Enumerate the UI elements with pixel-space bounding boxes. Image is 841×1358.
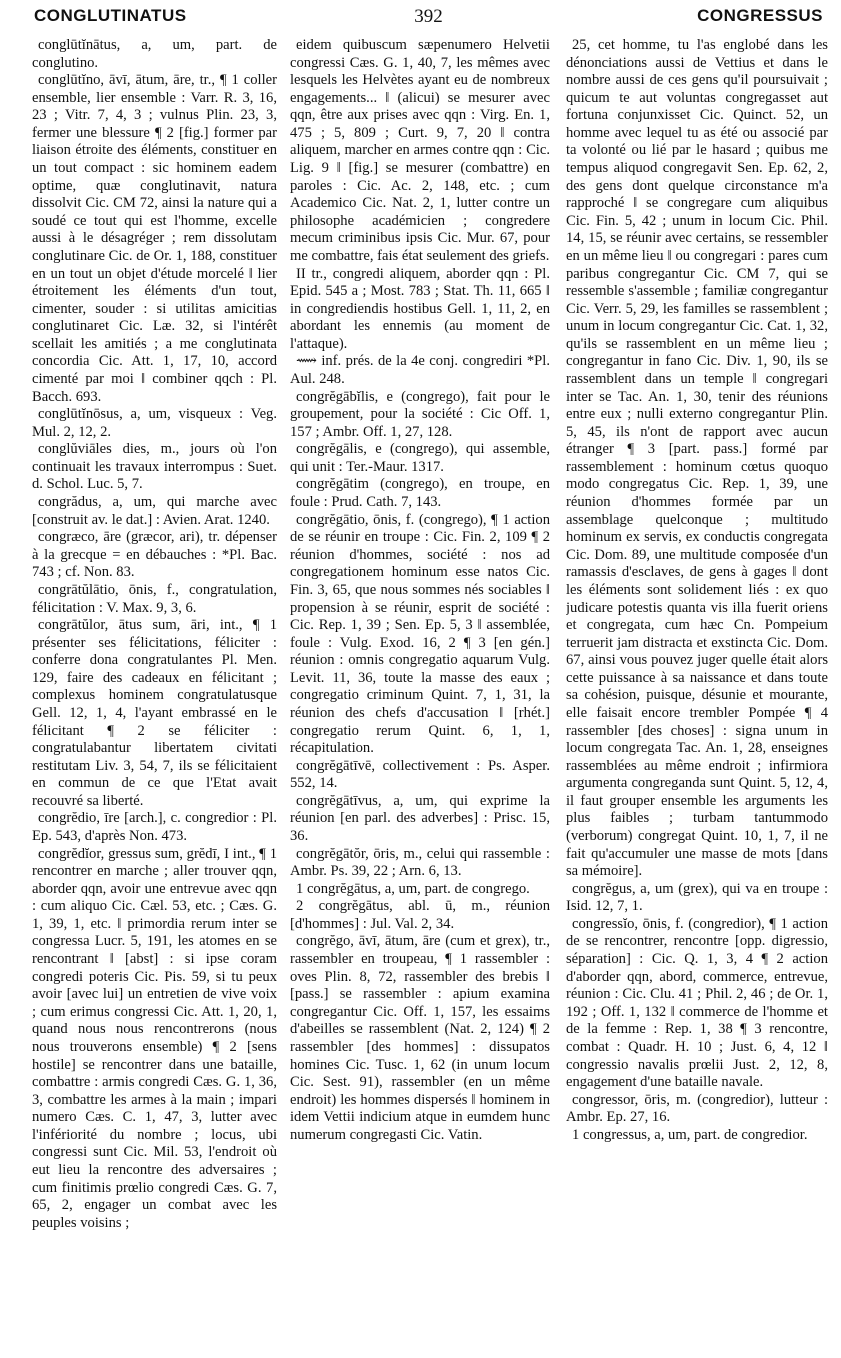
- entry-congredio: congrĕdio, īre [arch.], c. congredior : Pl. Ep. 543, d'après Non. 473.: [32, 810, 277, 845]
- running-head-left: CONGLUTINATUS: [34, 6, 187, 25]
- entry-section-ii: II tr., congredi aliquem, aborder qqn : Pl. Epid. 545 a ; Most. 783 ; Stat. Th. 11, 665 ‖ in congrediendis hostibus Gell. 1, 11, 2, en abordant les ennemis (au moment de l'attaque).: [290, 265, 550, 352]
- page-header: [34, 6, 823, 32]
- entry-conglutino: conglūtĭno, āvī, ātum, āre, tr., ¶ 1 coller ensemble, lier ensemble : Varr. R. 3, 16, 23 ; Vitr. 7, 4, 3 ; vulnus Plin. 23, 3, fermer une blessure ¶ 2 [fig.] former par liaison étroite des éléments, constituer en un tout compact : sic hominem eadem optime, quæ conglutinavit, natura dissolvit Cic. CM 72, ainsi la nature qui a soudé ce tout qui est l'homme, excelle aussi à le désagréger ; rem dissolutam conglutinare Cic. de Or. 1, 188, constituer en un tout un objet d'étude morcelé ‖ lier étroitement les éléments d'un tout, cimenter, souder : si utilitas amicitias conglutinaret Cic. Læ. 32, si l'intérêt scellait les amitiés ; a me conglutinata concordia Cic. Att. 1, 17, 10, accord cimenté par moi ‖ combiner qqch : Pl. Bacch. 693.: [32, 72, 277, 405]
- entry-congratulor: congrātŭlor, ātus sum, āri, int., ¶ 1 présenter ses félicitations, féliciter : conferre dona congratulantes Pl. Men. 129, faire des cadeaux en félicitant ; complexus hominem congratulatusque Gell. 12, 1, 4, l'ayant embrassé en le félicitant ¶ 2 se féliciter : congratulabantur libertatem civitati restitutam Liv. 3, 54, 7, ils se félicitaient en commun de ce que l'Etat avait recouvré sa liberté.: [32, 617, 277, 809]
- entry-conglutinatus: conglūtĭnātus, a, um, part. de conglutino.: [32, 37, 277, 71]
- entry-congredior: congrĕdĭor, gressus sum, grĕdī, I int., ¶ 1 rencontrer en marche ; aller trouver qqn, aborder qqn, avoir une entrevue avec qqn : cum aliquo Cic. Cæl. 53, etc. ; Cæs. G. 1, 39, 1, etc. ‖ primordia rerum inter se congressa Lucr. 5, 191, les atomes en se rencontrant ‖ [abst] : si ipse coram congredi poteris Cic. Pis. 59, si tu peux avoir [avec lui] un entretien de vive voix ; cum erimus congressi Cic. Att. 1, 20, 1, quand nous nous rencontrerons (nous nous trouverons ensemble) ¶ 2 [sens hostile] se rencontrer dans une bataille, combattre : armis congredi Cæs. G. 1, 36, 3, combattre les armes à la main ; impari numero Cæs. C. 1, 47, 3, lutter avec l'infériorité du nombre ; locus, ubi congressi sunt Cic. Mil. 53, l'endroit où eut lieu la rencontre des adversaires ; cum finitimis prœlio congredi Cæs. G. 7, 65, 2, engager un combat avec les peuples voisins ;: [32, 845, 277, 1231]
- entry-congraeco: congræco, āre (græcor, ari), tr. dépenser à la grecque = en débauches : *Pl. Bac. 743 ; cf. Non. 83.: [32, 529, 277, 581]
- entry-congregative: congrĕgātīvē, collectivement : Ps. Asper. 552, 14.: [290, 757, 550, 792]
- entry-congressus-1: 1 congressus, a, um, part. de congredior.: [572, 1126, 808, 1143]
- running-head-right: CONGRESSUS: [697, 6, 823, 25]
- entry-congregator: congrĕgātŏr, ōris, m., celui qui rassemble : Ambr. Ps. 39, 22 ; Arn. 6, 13.: [290, 845, 550, 880]
- entry-continuation: eidem quibuscum sæpenumero Helvetii congressi Cæs. G. 1, 40, 7, les mêmes avec lesquels les Helvètes ayant eu de nombreux engagements... ‖ (alicui) se mesurer avec qqn, être aux prises avec qqn : Virg. En. 1, 475 ; 5, 809 ; Curt. 9, 7, 20 ‖ contra aliquem, marcher en armes contre qqn : Cic. Lig. 9 ‖ [fig.] se mesurer (combattre) en paroles : Cic. Ac. 2, 148, etc. ; cum Academico Cic. Nat. 2, 1, lutter contre un philosophe académicien ; congredere mecum criminibus ipsis Cic. Mur. 67, pour me combattre, fais état seulement des griefs.: [290, 37, 550, 264]
- entry-continuation: 25, cet homme, tu l'as englobé dans les dénonciations aussi de Vettius et dans le nombre aussi de ces gens qu'il poursuivait ; quicum te aut voluntas congregasset aut fortuna conjunxisset Cic. Quinct. 52, un homme avec lequel tu as été ou associé par ta volonté ou lié par le hasard ; quibus me tempus aliquod congregavit Sen. Ep. 62, 2, des gens dont quelque circonstance m'a rapproché ‖ se congregare cum aliquibus Cic. Fin. 5, 42 ; unum in locum Cic. Phil. 14, 15, se réunir avec certains, se ressembler en un même lieu ‖ ou congregari : pares cum paribus congregantur Cic. CM 7, qui se ressemble s'assemble ; familiæ congregantur Cic. Verr. 5, 29, les familles se rassemblent ; unum in locum congregantur Cic. Cat. 1, 32, qu'ils se rassemblent en un même lieu ; congregantur in fano Cic. Div. 1, 90, ils se rassemblent dans un temple ‖ congregari inter se Tac. An. 1, 30, tenir des réunions entre eux ; nulli externo congregantur Plin. 5, 45, ils n'ont de rapport avec aucun étranger ¶ 3 [part. pass.] formé par rassemblement : hominum cœtus quoquo modo congregatus Cic. Rep. 1, 39, une réunion d'hommes formée par un assemblage quelconque ; multitudo hominum ex servis, ex conductis congregata Cic. Dom. 89, une multitude composée d'un ramassis d'esclaves, de gens à gages ‖ dont les éléments sont solidement liés : ex quo judicare potestis quanta vis illa fuerit oriens et congregata, cum hæc Cn. Pompeium terruerit jam distracta et exstincta Cic. Dom. 67, ainsi vous pouvez juger quelle était alors cette puissance à sa naissance et dans toute sa cohésion, puisque, désunie et mourante, elle faisait encore trembler Pompée ¶ 4 rassembler [des choses] : signa unum in locum congregata Tac. An. 1, 28, enseignes rassemblées au même endroit ; infirmiora argumenta congreganda sunt Quint. 5, 12, 4, il faut grouper ensemble les arguments les plus faibles ; turbam tantummodo (verborum) congregat Quint. 10, 1, 7, il ne fait qu'accumuler une masse de mots [dans sa mémoire].: [566, 37, 828, 880]
- entry-congregativus: congrĕgātīvus, a, um, qui exprime la réunion [en parl. des adverbes] : Prisc. 15, 36.: [290, 792, 550, 845]
- entry-congratulatio: congrātŭlātio, ōnis, f., congratulation, félicitation : V. Max. 9, 3, 6.: [32, 581, 277, 616]
- column-3: [566, 37, 828, 1355]
- entry-congressio: congressĭo, ōnis, f. (congredior), ¶ 1 action de se rencontrer, rencontre [opp. digressio, séparation] : Cic. Q. 1, 3, 4 ¶ 2 action d'aborder qqn, abord, commerce, entrevue, réunion : Cic. Clu. 41 ; Phil. 2, 46 ; de Or. 1, 192 ; Off. 1, 132 ‖ commerce de l'homme et de la femme : Rep. 1, 38 ¶ 3 rencontre, combat : Quadr. H. 10 ; Just. 6, 4, 12 ‖ congressio navalis prœlii Just. 2, 12, 8, engagement d'une bataille navale.: [566, 915, 828, 1091]
- entry-congregatus-2: 2 congrĕgātus, abl. ū, m., réunion [d'hommes] : Jul. Val. 2, 34.: [290, 898, 550, 932]
- entry-congregabilis: congrĕgābĭlis, e (congrego), fait pour le groupement, pour la société : Cic Off. 1, 157 ; Ambr. Off. 1, 27, 128.: [290, 388, 550, 440]
- entry-congregatus-1: 1 congrĕgātus, a, um, part. de congrego.: [296, 880, 530, 897]
- entry-conglutinosus: conglūtĭnōsus, a, um, visqueux : Veg. Mul. 2, 12, 2.: [32, 406, 277, 440]
- entry-congluviales: conglŭviāles dies, m., jours où l'on continuait les travaux interrompus : Suet. d. Schol. Luc. 5, 7.: [32, 441, 277, 493]
- entry-congregalis: congrĕgālis, e (congrego), qui assemble, qui unit : Ter.-Maur. 1317.: [290, 441, 550, 475]
- entry-congregus: congrĕgus, a, um (grex), qui va en troupe : Isid. 12, 7, 1.: [566, 880, 828, 915]
- entry-congregatim: congrĕgātim (congrego), en troupe, en foule : Prud. Cath. 7, 143.: [290, 476, 550, 511]
- entry-congressor: congressor, ōris, m. (congredior), lutteur : Ambr. Ep. 27, 16.: [566, 1091, 828, 1126]
- page-number: 392: [414, 6, 443, 27]
- entry-congradus: congrădus, a, um, qui marche avec [construit av. le dat.] : Avien. Arat. 1240.: [32, 494, 277, 528]
- entry-congregatio: congrĕgātio, ōnis, f. (congrego), ¶ 1 action de se réunir en troupe : Cic. Fin. 2, 109 ¶ 2 réunion d'hommes, société : nos ad congregationem hominum esse natos Cic. Fin. 3, 65, que nous sommes nés sociables ‖ propension à se réunir, esprit de société : Cic. Rep. 1, 39 ; Sen. Ep. 5, 3 ‖ assemblée, foule : Vulg. Exod. 16, 2 ¶ 3 [en gén.] réunion : omnis congregatio aquarum Vulg. Levit. 11, 36, toute la masse des eaux ; congregatio criminum Quint. 7, 1, 31, la réunion des chefs d'accusation ‖ [rhét.] congregatio rerum Quint. 6, 1, 1, récapitulation.: [290, 511, 550, 757]
- column-2: [290, 37, 550, 1355]
- column-1: [32, 37, 277, 1355]
- entry-note: ⟿ inf. prés. de la 4e conj. congrediri *Pl. Aul. 248.: [290, 353, 550, 387]
- entry-congrego: congrĕgo, āvī, ātum, āre (cum et grex), tr., rassembler en troupeau, ¶ 1 rassembler : oves Plin. 8, 72, rassembler des brebis ‖ [pass.] se rassembler : apium examina congregantur Cic. Off. 1, 157, les essaims d'abeilles se rassemblent (Nat. 2, 124) ¶ 2 rassembler [des hommes] : dissupatos homines Cic. Tusc. 1, 62 (in unum locum Cic. Sest. 91), rassembler (en un même endroit) les hommes dispersés ‖ hominem in idem Vettii indicium atque in eumdem hunc numerum congregasti Cic. Vatin.: [290, 933, 550, 1143]
